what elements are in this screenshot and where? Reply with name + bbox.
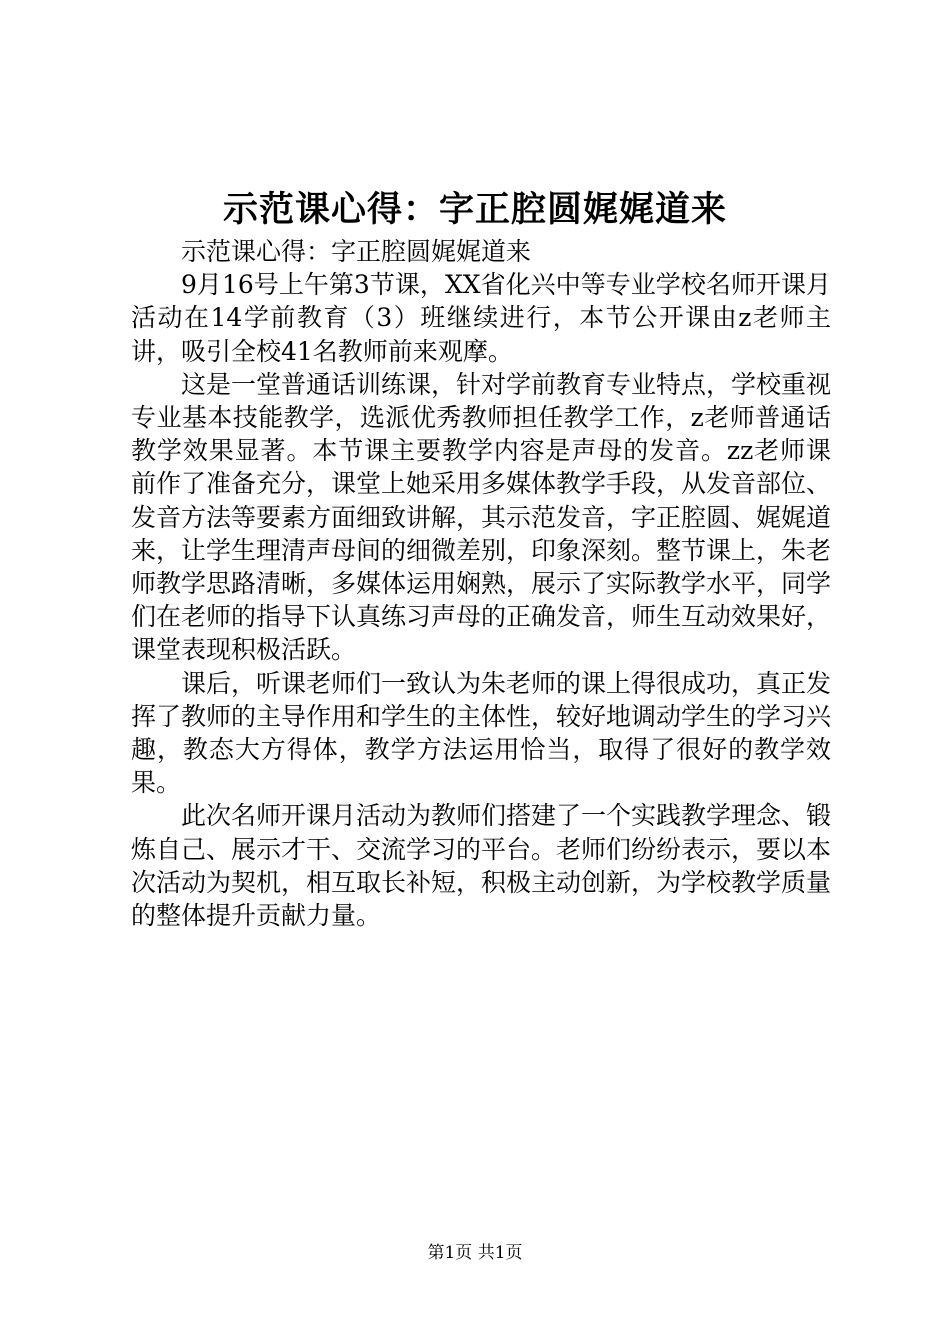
document-title: 示范课心得：字正腔圆娓娓道来: [222, 189, 727, 230]
paragraph-feedback: 课后，听课老师们一致认为朱老师的课上得很成功，真正发挥了教师的主导作用和学生的主体性，较好地调动学生的学习兴趣，教态大方得体，教学方法运用恰当，取得了很好的教学效果。: [131, 668, 832, 798]
page-footer: 第1页 共1页: [427, 1243, 523, 1263]
paragraph-intro: 9月16号上午第3节课，XX省化兴中等专业学校名师开课月活动在14学前教育（3）班继续进行，本节公开课由z老师主讲，吸引全校41名教师前来观摩。: [131, 270, 831, 366]
paragraph-conclusion: 此次名师开课月活动为教师们搭建了一个实践教学理念、锻炼自己、展示才干、交流学习的平台。老师们纷纷表示，要以本次活动为契机，相互取长补短，积极主动创新，为学校教学质量的整体提升贡献力量。: [131, 801, 832, 931]
paragraph-lesson: 这是一堂普通话训练课，针对学前教育专业特点，学校重视专业基本技能教学，选派优秀教师担任教学工作，z老师普通话教学效果显著。本节课主要教学内容是声母的发音。zz老师课前作了准备充分，课堂上她采用多媒体教学手段，从发音部位、发音方法等要素方面细致讲解，其示范发音，字正腔圆、娓娓道来，让学生理清声母间的细微差别，印象深刻。整节课上，朱老师教学思路清晰，多媒体运用娴熟，展示了实际教学水平，同学们在老师的指导下认真练习声母的正确发音，师生互动效果好，课堂表现积极活跃。: [131, 369, 832, 665]
document-body: [131, 235, 831, 932]
paragraph-subtitle: 示范课心得：字正腔圆娓娓道来: [181, 237, 532, 266]
